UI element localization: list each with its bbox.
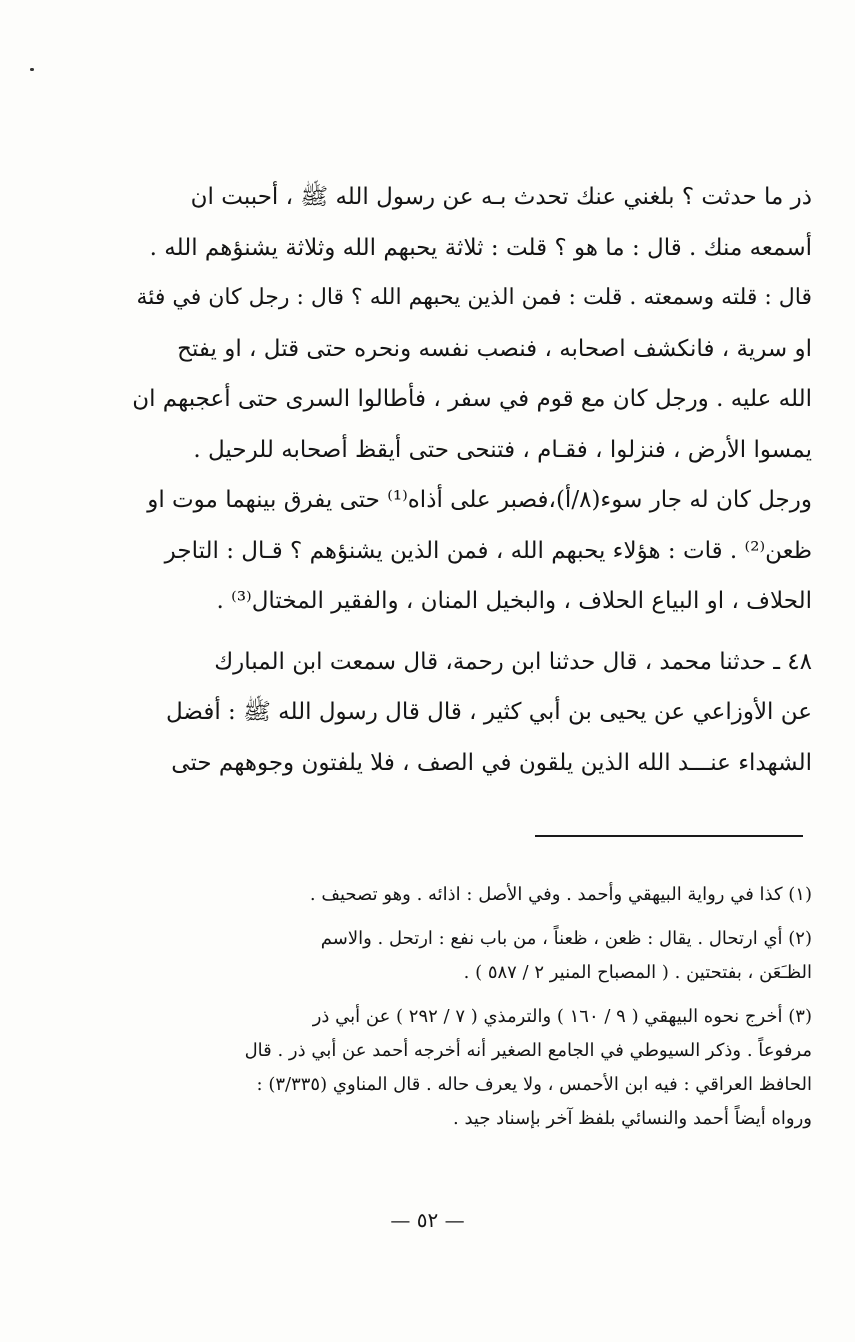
footnote-1 (128, 878, 812, 912)
text-line: ذر ما حدثت ؟ بلغني عنك تحدث بـه عن رسول الله ﷺ ، أحببت ان (190, 184, 812, 210)
scan-speck (30, 68, 34, 71)
text-line: الحلاف ، او البياع الحلاف ، والبخيل المنان ، والفقير المختال⁽³⁾ . (216, 588, 812, 614)
text-line: ظعن⁽²⁾ . قات : هؤلاء يحبهم الله ، فمن الذين يشنؤهم ؟ قـال : التاجر (164, 537, 812, 564)
footnote-line: (٢) أي ارتحال . يقال : ظعن ، ظعناً ، من باب نفع : ارتحل . والاسم (320, 928, 812, 949)
text-line: يمسوا الأرض ، فنزلوا ، فقـام ، فتنحى حتى أيقظ أصحابه للرحيل . (193, 436, 812, 463)
footnote-line: (٣) أخرج نحوه البيهقي ( ٩ / ١٦٠ ) والترمذي ( ٧ / ٢٩٢ ) عن أبي ذر (312, 1006, 812, 1027)
text-line: الله عليه . ورجل كان مع قوم في سفر ، فأطالوا السرى حتى أعجبهم ان (132, 386, 812, 412)
footnote-line: الظـَعَن ، بفتحتين . ( المصباح المنير ٢ / ٥٨٧ ) . (463, 962, 812, 983)
text-line: الشهداء عنـــد الله الذين يلقون في الصف ، فلا يلفتون وجوههم حتى (171, 749, 812, 776)
footnote-line: الحافظ العراقي : فيه ابن الأحمس ، ولا يعرف حاله . قال المناوي (٣/٣٣٥) : (256, 1074, 812, 1095)
paragraph-hadith-48 (128, 637, 812, 789)
page-number: — ٥٢ — (390, 1208, 465, 1232)
footnote-separator-rule (535, 835, 803, 837)
text-line: او سرية ، فانكشف اصحابه ، فنصب نفسه ونحره حتى قتل ، او يفتح (177, 335, 812, 362)
footnote-3 (128, 1000, 812, 1136)
text-line: عن الأوزاعي عن يحيى بن أبي كثير ، قال قال رسول الله ﷺ : أفضل (165, 699, 812, 725)
text-line: ورجل كان له جار سوء(٨/أ)،فصبر على أذاه⁽¹⁾ حتى يفرق بينهما موت او (147, 487, 812, 513)
footnote-line: مرفوعاً . وذكر السيوطي في الجامع الصغير أنه أخرجه أحمد عن أبي ذر . قال (244, 1040, 812, 1061)
main-text-body (128, 172, 812, 788)
footnote-line: (١) كذا في رواية البيهقي وأحمد . وفي الأصل : اذائه . وهو تصحيف . (309, 884, 812, 905)
text-line: أسمعه منك . قال : ما هو ؟ قلت : ثلاثة يحبهم الله وثلاثة يشنؤهم الله . (149, 234, 812, 261)
footnote-line: ورواه أيضاً أحمد والنسائي بلفظ آخر بإسناد جيد . (453, 1108, 812, 1129)
footnote-2 (128, 922, 812, 990)
paragraph-hadith-continuation (128, 172, 812, 627)
text-line: ٤٨ ـ حدثنا محمد ، قال حدثنا ابن رحمة، قال سمعت ابن المبارك (214, 648, 812, 675)
text-line: قال : قلته وسمعته . قلت : فمن الذين يحبهم الله ؟ قال : رجل كان في فئة (136, 285, 812, 310)
footnotes-section (128, 878, 812, 1146)
